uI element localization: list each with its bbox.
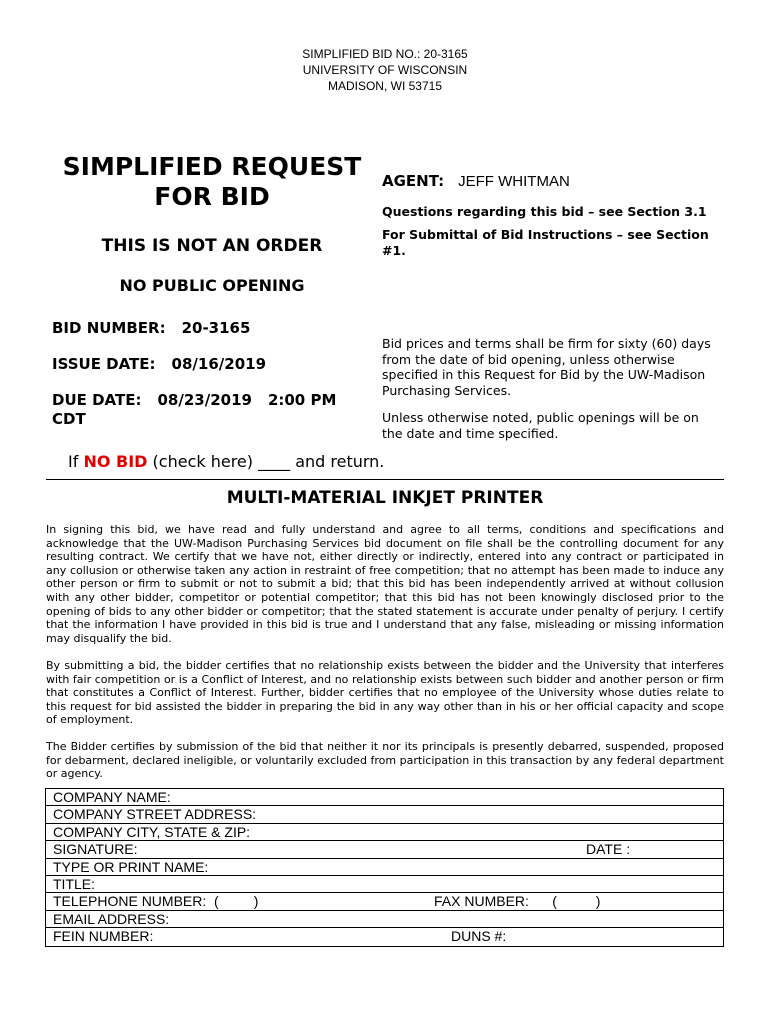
email-label: EMAIL ADDRESS: <box>53 910 170 927</box>
due-date-value: 08/23/2019 <box>157 391 252 409</box>
due-time-value: 2:00 PM <box>267 391 337 409</box>
questions-note: Questions regarding this bid – see Section 3.1 <box>382 204 707 219</box>
company-name-label: COMPANY NAME: <box>53 789 171 805</box>
product-title: MULTI-MATERIAL INKJET PRINTER <box>226 488 544 508</box>
duns-label: DUNS #: <box>451 928 507 945</box>
telephone-row[interactable] <box>46 893 723 910</box>
page-title <box>52 152 372 212</box>
not-an-order-notice: THIS IS NOT AN ORDER <box>101 236 323 256</box>
no-bid-line <box>68 452 384 471</box>
agent-line <box>382 172 722 190</box>
conflict-of-interest-paragraph: By submitting a bid, the bidder certifies that no relationship exists between the bidder and the University that interferes with fair competition or is a Conflict of Interest, and no relationship exists between such bidder and another person or firm that constitutes a Conflict of Interest. Further, bidder certifies that no employee of the University whose duties relate to this request for bid assisted the bidder in preparing the bid in any way other than in his or her official capacity and scope of employment. <box>46 659 724 727</box>
terms-line: Purchasing Services. <box>382 382 512 398</box>
no-bid-check-instruction: (check here) ____ and return. <box>152 452 385 471</box>
terms-line: Bid prices and terms shall be firm for sixty (60) days <box>382 336 711 351</box>
university-city: MADISON, WI 53715 <box>327 79 443 93</box>
email-row[interactable] <box>46 911 723 928</box>
telephone-label: TELEPHONE NUMBER: ( ) <box>53 893 259 910</box>
print-name-row[interactable] <box>46 859 723 876</box>
no-public-opening-notice: NO PUBLIC OPENING <box>119 276 305 295</box>
section-divider <box>46 479 724 480</box>
terms-line: specified in this Request for Bid by the UW-Madison <box>382 367 706 382</box>
agent-name: JEFF WHITMAN <box>458 173 570 190</box>
submittal-line-1: For Submittal of Bid Instructions – see Section <box>382 227 709 242</box>
openings-note <box>382 410 722 441</box>
fax-label: FAX NUMBER: ( ) <box>434 893 601 910</box>
print-name-label: TYPE OR PRINT NAME: <box>53 858 209 875</box>
due-timezone: CDT <box>52 410 86 428</box>
company-name-row[interactable] <box>46 789 723 806</box>
document-header <box>0 46 770 94</box>
title-line-1: SIMPLIFIED REQUEST <box>62 152 362 181</box>
terms-line: from the date of bid opening, unless otherwise <box>382 351 675 367</box>
title-line-2: FOR BID <box>154 182 270 211</box>
company-city-label: COMPANY CITY, STATE & ZIP: <box>53 823 251 840</box>
openings-line: Unless otherwise noted, public openings will be on <box>382 410 699 425</box>
debarment-paragraph: The Bidder certifies by submission of the bid that neither it nor its principals is presently debarred, suspended, proposed for debarment, declared ineligible, or voluntarily excluded from participation in this transaction by any federal department or agency. <box>46 740 724 781</box>
company-city-row[interactable] <box>46 824 723 841</box>
title-label: TITLE: <box>53 875 96 892</box>
bid-summary <box>52 152 372 428</box>
no-bid-prefix: If <box>68 452 79 471</box>
company-street-label: COMPANY STREET ADDRESS: <box>53 806 257 823</box>
fein-label: FEIN NUMBER: <box>53 928 154 945</box>
issue-date-value: 08/16/2019 <box>171 355 266 373</box>
no-bid-label: NO BID <box>83 452 148 471</box>
bid-number-value: 20-3165 <box>181 319 251 337</box>
university-name: UNIVERSITY OF WISCONSIN <box>302 63 468 77</box>
company-street-row[interactable] <box>46 806 723 823</box>
bid-number-label: BID NUMBER: <box>52 319 166 337</box>
agent-label: AGENT: <box>382 172 445 190</box>
signature-row[interactable] <box>46 841 723 858</box>
bid-number-header: SIMPLIFIED BID NO.: 20-3165 <box>302 47 468 61</box>
issue-date-label: ISSUE DATE: <box>52 355 156 373</box>
bid-info <box>382 172 722 441</box>
openings-line: the date and time specified. <box>382 425 559 441</box>
submittal-note <box>382 227 722 259</box>
signature-label: SIGNATURE: <box>53 841 138 858</box>
due-date-label: DUE DATE: <box>52 391 142 409</box>
submittal-line-2: #1. <box>382 243 406 258</box>
bid-number-field <box>52 319 250 338</box>
terms-note <box>382 336 722 398</box>
date-label: DATE : <box>586 841 631 858</box>
certification-paragraph: In signing this bid, we have read and fully understand and agree to all terms, conditions and specifications and acknowledge that the UW-Madison Purchasing Services bid document on file shall be the controlling document for any resulting contract. We certify that we have not, either directly or indirectly, entered into any contract or participated in any collusion or otherwise taken any action in restraint of free competition; that no attempt has been made to induce any other person or firm to submit or not to submit a bid; that this bid has been independently arrived at without collusion with any other bidder, competitor or potential competitor; that this bid has not been knowingly disclosed prior to the opening of bids to any other bidder or competitor; that the stated statement is accurate under penalty of perjury. I certify that the information I have provided in this bid is true and I understand that any false, misleading or missing information may disqualify the bid. <box>46 523 724 645</box>
issue-date-field <box>52 355 266 374</box>
bidder-information-form <box>45 788 724 947</box>
title-row[interactable] <box>46 876 723 893</box>
due-date-field <box>52 391 336 429</box>
fein-row[interactable] <box>46 928 723 945</box>
